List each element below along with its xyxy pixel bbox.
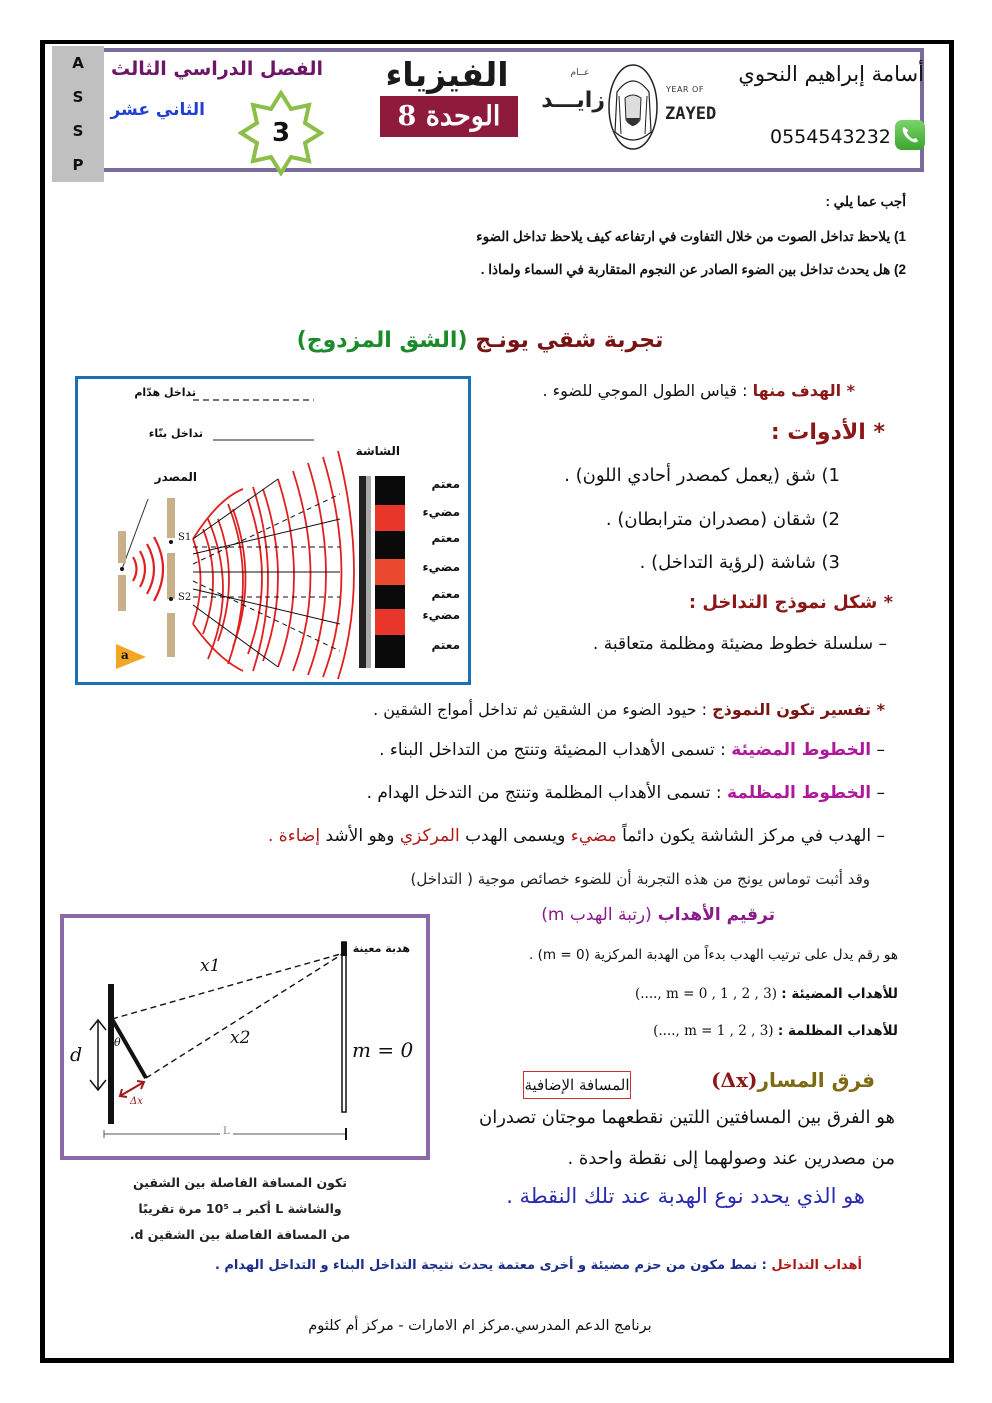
x2-label: x2 [230,1028,251,1048]
dark-text: : تسمى الأهداب المظلمة وتنتج من التدخل الهدام . [366,783,722,803]
figure-caption: تكون المسافة الفاصلة بين الشقين والشاشة L أكبر بـ 10⁵ مرة تقريبًا من المسافة الفاصلة بين الشقين d. [129,1175,351,1242]
slit-s2-label: S2 [178,592,192,603]
young-note: وقد أثبت توماس يونج من هذه التجربة أن للضوء خصائص موجية ( التداخل) [410,870,870,888]
fringe-label-dark: معتم [431,587,460,601]
bright-word: مضيء [570,826,617,846]
teacher-name: أسامة إبراهيم النحوي [738,62,924,86]
phone-number: 0554543232 [770,126,891,148]
zayed-arabic: زايـــد [541,88,605,113]
side-letter: P [72,156,84,174]
footer-credit: برنامج الدعم المدرسي.مركز ام الامارات - مركز أم كلثوم [308,1318,652,1334]
grade-label: الثاني عشر [110,100,205,120]
term-title: الفصل الدراسي الثالث [111,58,323,80]
fringe-order-title: ترقيم الأهداب (رتبة الهدب m) [541,905,775,925]
zayed-portrait-icon [607,62,659,152]
figure-tag: a [121,648,129,662]
assp-side-label [52,46,104,182]
zayed-english: ZAYED [665,104,717,124]
lesson-number: 3 [271,118,291,148]
specific-fringe-label: هدبة معينة [352,942,410,955]
fringe-order-definition: هو رقم يدل على ترتيب الهدب بدءاً من الهدبة المركزية (m = 0) . [529,947,898,963]
experiment-title [290,328,670,353]
intensity-word: إضاءة . [268,826,321,846]
legend-constructive: تداخل بنّاء [148,427,203,440]
source-label: المصدر [154,470,197,484]
fringe-label-bright: مضيء [422,560,460,574]
unit-badge: الوحدة 8 [380,96,518,137]
bright-label: الخطوط المضيئة [731,740,872,760]
pattern-text: – سلسلة خطوط مضيئة ومظلمة متعاقبة . [592,634,887,654]
extra-distance-box: المسافة الإضافية [523,1071,631,1099]
questions-intro: أجب عما يلي : [825,194,906,209]
screen-label: الشاشة [355,444,400,458]
dx-label: Δx [130,1096,143,1107]
fringe-label-dark: معتم [431,531,460,545]
bright-text: : تسمى الأهداب المضيئة وتنتج من التداخل البناء . [379,740,726,760]
question-item: 2) هل يحدث تداخل بين الضوء الصادر عن النجوم المتقاربة في السماء ولماذا . [480,262,906,277]
path-difference-title: فرق المسار(Δx) [711,1068,875,1092]
experiment-title-main: تجربة شقي يونـج [475,328,664,353]
path-difference-def: من مصدرين عند وصولهما إلى نقطة واحدة . [567,1148,895,1169]
fringe-label-bright: مضيء [422,608,460,622]
L-label: L [220,1126,233,1137]
fringe-label-bright: مضيء [422,505,460,519]
x1-label: x1 [200,956,221,976]
experiment-title-paren: (الشق المزدوج) [296,328,468,353]
goal-text: : قياس الطول الموجي للضوء . [542,381,748,400]
theta-label: θ [114,1036,121,1049]
year-of-label: YEAR OF [666,85,704,94]
explain-line [180,700,885,719]
explain-text: : حيود الضوء من الشقين ثم تداخل أمواج الشقين . [373,700,708,719]
double-slit-figure [75,376,471,685]
side-letter: A [72,54,84,72]
goal-label: * الهدف منها [752,381,855,400]
question-item: 1) يلاحظ تداخل الصوت من خلال التفاوت في ارتفاعه كيف يلاحظ تداخل الضوء [476,229,906,244]
path-difference-figure [60,914,430,1160]
side-letter: S [72,122,84,140]
tool-item: 1) شق (يعمل كمصدر أحادي اللون) . [564,465,840,486]
fringe-label-dark: معتم [431,638,460,652]
path-difference-role: هو الذي يحدد نوع الهدبة عند تلك النقطة . [506,1184,865,1208]
path-difference-def: هو الفرق بين المسافتين اللتين نقطعهما موجتان تصدران [478,1107,895,1128]
interference-fringes-note: أهداب التداخل : نمط مكون من حزم مضيئة و أخرى معتمة يحدث نتيجة التداخل البناء و التداخل الهدام . [214,1258,862,1273]
central-fringe-line: – الهدب في مركز الشاشة يكون دائماً مضيء ويسمى الهدب المركزي وهو الأشد إضاءة . [268,826,885,846]
side-letter: S [72,88,84,106]
tool-item: 3) شاشة (لرؤية التداخل) . [639,552,840,573]
phone-icon [895,120,925,150]
explain-label: * تفسير تكون النموذج [712,700,885,719]
subject-title: الفيزياء [385,55,509,94]
slit-s1-label: S1 [178,532,192,543]
d-label: d [70,1044,83,1066]
fringe-label-dark: معتم [431,477,460,491]
central-word: المركزي [399,826,460,846]
bright-lines: – الخطوط المضيئة : تسمى الأهداب المضيئة وتنتج من التداخل البناء . [379,740,885,760]
m0-label: m = 0 [352,1038,414,1062]
bright-order-line: للأهداب المضيئة : (m = 0 , 1 , 2 , 3 ,....) [634,986,898,1002]
dark-order-line: للأهداب المظلمة : (m = 1 , 2 , 3 ,....) [653,1023,898,1039]
tools-label: * الأدوات : [770,420,885,445]
dark-label: الخطوط المظلمة [727,783,872,803]
goal-line [480,381,855,400]
legend-destructive: تداخل هدّام [134,386,196,399]
tool-item: 2) شقان (مصدران مترابطان) . [605,509,840,530]
pattern-label: * شكل نموذج التداخل : [688,592,893,613]
zayed-year-small: عــام [570,68,590,78]
dark-lines: – الخطوط المظلمة : تسمى الأهداب المظلمة وتنتج من التدخل الهدام . [366,783,885,803]
